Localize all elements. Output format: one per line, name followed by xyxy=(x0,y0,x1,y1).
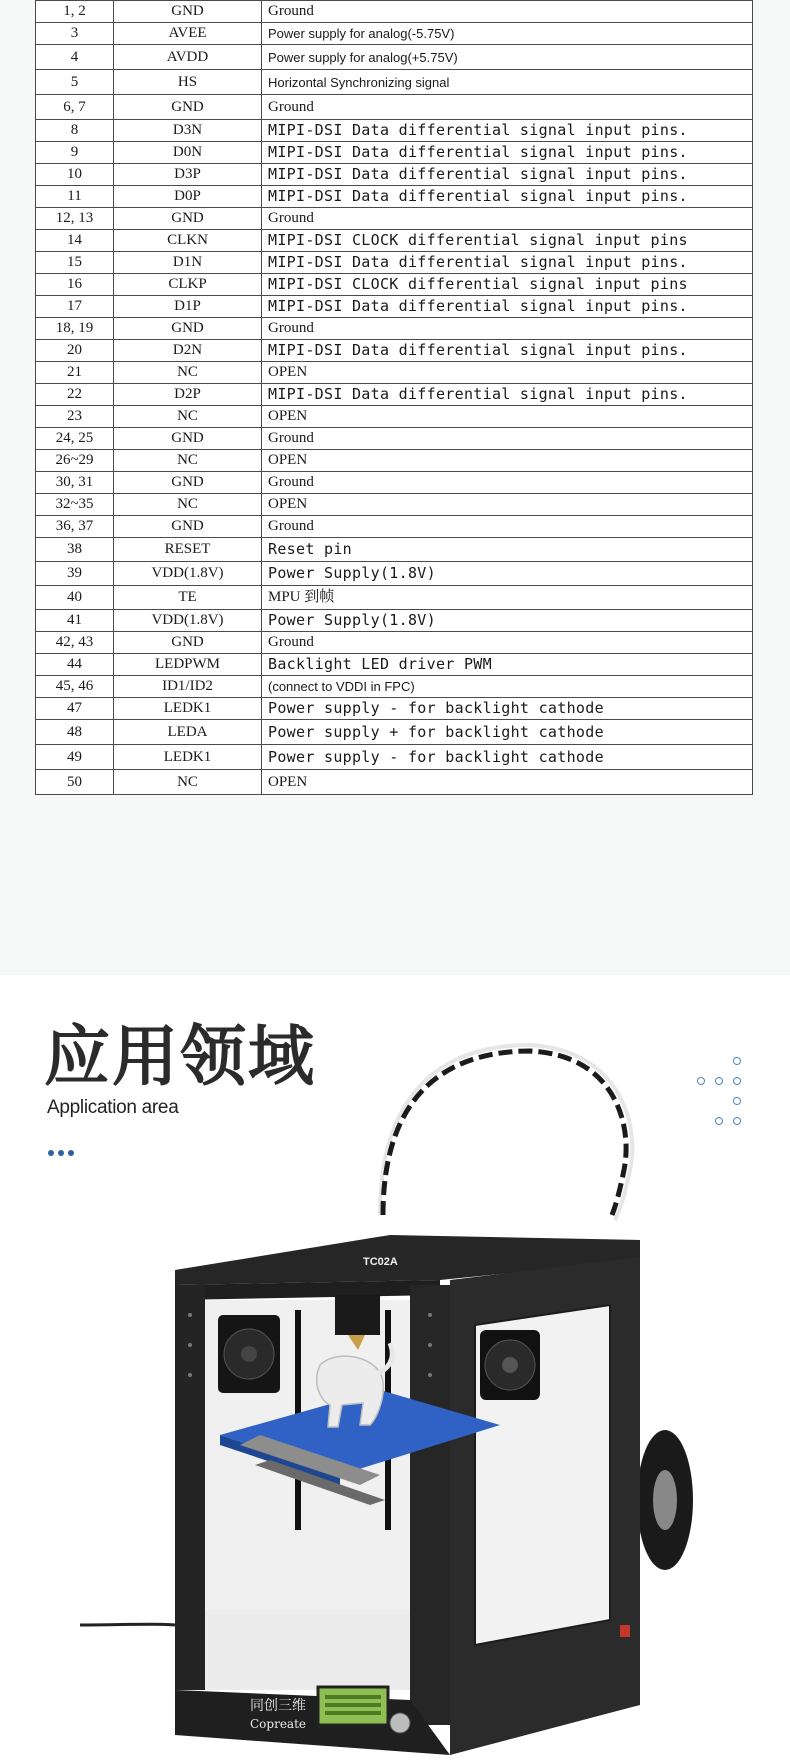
pin-function-cell: MIPI-DSI CLOCK differential signal input pins xyxy=(262,274,753,296)
pin-function-cell: Ground xyxy=(262,632,753,654)
table-row xyxy=(36,164,753,186)
pin-function-cell: MIPI-DSI Data differential signal input pins. xyxy=(262,164,753,186)
table-row xyxy=(36,538,753,562)
pin-symbol-cell: D2P xyxy=(114,384,262,406)
pin-number-cell: 5 xyxy=(36,70,114,95)
table-row xyxy=(36,770,753,795)
pin-number-cell: 30, 31 xyxy=(36,472,114,494)
table-row xyxy=(36,95,753,120)
ring-icon xyxy=(733,1117,741,1125)
printer-brand-cn: 同创三维 xyxy=(250,1698,306,1714)
pin-number-cell: 9 xyxy=(36,142,114,164)
pin-number-cell: 1, 2 xyxy=(36,1,114,23)
application-subtitle: Application area xyxy=(47,1097,179,1118)
printer-model-label: TC02A xyxy=(363,1256,398,1268)
pin-symbol-cell: LEDPWM xyxy=(114,654,262,676)
pin-function-cell: Ground xyxy=(262,1,753,23)
pin-number-cell: 49 xyxy=(36,745,114,770)
pin-number-cell: 36, 37 xyxy=(36,516,114,538)
dot-icon xyxy=(68,1150,74,1156)
pin-symbol-cell: D3P xyxy=(114,164,262,186)
pin-number-cell: 15 xyxy=(36,252,114,274)
pin-number-cell: 47 xyxy=(36,698,114,720)
pin-symbol-cell: GND xyxy=(114,208,262,230)
table-row xyxy=(36,720,753,745)
table-row xyxy=(36,296,753,318)
application-area-section xyxy=(0,975,790,1760)
table-row xyxy=(36,384,753,406)
pin-function-cell: Horizontal Synchronizing signal xyxy=(262,70,753,95)
pin-number-cell: 17 xyxy=(36,296,114,318)
pin-number-cell: 23 xyxy=(36,406,114,428)
table-row xyxy=(36,23,753,45)
pin-number-cell: 22 xyxy=(36,384,114,406)
pin-function-cell: Ground xyxy=(262,208,753,230)
pin-number-cell: 10 xyxy=(36,164,114,186)
pin-symbol-cell: GND xyxy=(114,1,262,23)
pin-symbol-cell: D0P xyxy=(114,186,262,208)
pin-function-cell: Power supply + for backlight cathode xyxy=(262,720,753,745)
pin-function-cell: Power supply for analog(-5.75V) xyxy=(262,23,753,45)
pin-number-cell: 4 xyxy=(36,45,114,70)
table-row xyxy=(36,428,753,450)
pin-symbol-cell: GND xyxy=(114,95,262,120)
pin-function-cell: Ground xyxy=(262,428,753,450)
table-row xyxy=(36,676,753,698)
pin-symbol-cell: HS xyxy=(114,70,262,95)
pin-symbol-cell: VDD(1.8V) xyxy=(114,610,262,632)
pin-function-cell: Power supply - for backlight cathode xyxy=(262,745,753,770)
table-row xyxy=(36,340,753,362)
pin-symbol-cell: CLKP xyxy=(114,274,262,296)
pin-symbol-cell: CLKN xyxy=(114,230,262,252)
pin-number-cell: 38 xyxy=(36,538,114,562)
pin-number-cell: 18, 19 xyxy=(36,318,114,340)
ring-icon xyxy=(733,1057,741,1065)
table-row xyxy=(36,230,753,252)
pin-function-cell: Ground xyxy=(262,95,753,120)
dot-icon xyxy=(58,1150,64,1156)
pin-symbol-cell: LEDK1 xyxy=(114,698,262,720)
pin-function-cell: OPEN xyxy=(262,450,753,472)
pin-number-cell: 48 xyxy=(36,720,114,745)
pin-symbol-cell: GND xyxy=(114,428,262,450)
pin-function-cell: MIPI-DSI Data differential signal input pins. xyxy=(262,384,753,406)
pin-number-cell: 40 xyxy=(36,586,114,610)
pin-number-cell: 14 xyxy=(36,230,114,252)
table-row xyxy=(36,450,753,472)
table-row xyxy=(36,70,753,95)
pin-function-cell: OPEN xyxy=(262,362,753,384)
ring-icon xyxy=(733,1077,741,1085)
pin-symbol-cell: D1N xyxy=(114,252,262,274)
table-row xyxy=(36,274,753,296)
pin-function-cell: Power supply for analog(+5.75V) xyxy=(262,45,753,70)
pin-function-cell: (connect to VDDI in FPC) xyxy=(262,676,753,698)
pin-number-cell: 21 xyxy=(36,362,114,384)
3d-printer-image xyxy=(80,995,720,1755)
pin-function-cell: MIPI-DSI CLOCK differential signal input pins xyxy=(262,230,753,252)
pin-function-cell: Reset pin xyxy=(262,538,753,562)
pin-function-cell: MIPI-DSI Data differential signal input pins. xyxy=(262,186,753,208)
table-row xyxy=(36,406,753,428)
pin-function-cell: MIPI-DSI Data differential signal input pins. xyxy=(262,296,753,318)
table-row xyxy=(36,142,753,164)
pin-symbol-cell: NC xyxy=(114,770,262,795)
pin-number-cell: 11 xyxy=(36,186,114,208)
pin-number-cell: 41 xyxy=(36,610,114,632)
pin-number-cell: 6, 7 xyxy=(36,95,114,120)
pin-function-cell: Ground xyxy=(262,516,753,538)
pin-symbol-cell: D0N xyxy=(114,142,262,164)
pin-symbol-cell: D3N xyxy=(114,120,262,142)
table-row xyxy=(36,586,753,610)
pin-symbol-cell: D1P xyxy=(114,296,262,318)
pin-symbol-cell: NC xyxy=(114,362,262,384)
table-row xyxy=(36,120,753,142)
pin-symbol-cell: GND xyxy=(114,632,262,654)
pin-symbol-cell: LEDK1 xyxy=(114,745,262,770)
pin-number-cell: 3 xyxy=(36,23,114,45)
table-row xyxy=(36,362,753,384)
pin-number-cell: 8 xyxy=(36,120,114,142)
pin-function-cell: Power Supply(1.8V) xyxy=(262,610,753,632)
table-row xyxy=(36,610,753,632)
pin-number-cell: 16 xyxy=(36,274,114,296)
table-row xyxy=(36,494,753,516)
pin-symbol-cell: VDD(1.8V) xyxy=(114,562,262,586)
application-title: 应用领域 xyxy=(44,1018,316,1095)
pin-number-cell: 12, 13 xyxy=(36,208,114,230)
pin-symbol-cell: NC xyxy=(114,406,262,428)
pin-number-cell: 20 xyxy=(36,340,114,362)
pin-number-cell: 42, 43 xyxy=(36,632,114,654)
table-row xyxy=(36,698,753,720)
table-row xyxy=(36,562,753,586)
table-row xyxy=(36,318,753,340)
pin-symbol-cell: NC xyxy=(114,450,262,472)
pin-function-cell: Backlight LED driver PWM xyxy=(262,654,753,676)
pin-function-cell: OPEN xyxy=(262,406,753,428)
pin-number-cell: 44 xyxy=(36,654,114,676)
dot-icon xyxy=(48,1150,54,1156)
pin-function-cell: Power Supply(1.8V) xyxy=(262,562,753,586)
pin-symbol-cell: TE xyxy=(114,586,262,610)
pin-symbol-cell: ID1/ID2 xyxy=(114,676,262,698)
pin-number-cell: 50 xyxy=(36,770,114,795)
pin-symbol-cell: LEDA xyxy=(114,720,262,745)
pin-symbol-cell: AVDD xyxy=(114,45,262,70)
printer-brand-en: Copreate xyxy=(250,1717,307,1731)
table-row xyxy=(36,516,753,538)
pin-symbol-cell: GND xyxy=(114,472,262,494)
pin-number-cell: 32~35 xyxy=(36,494,114,516)
table-row xyxy=(36,208,753,230)
pin-symbol-cell: GND xyxy=(114,516,262,538)
pin-symbol-cell: GND xyxy=(114,318,262,340)
pin-number-cell: 45, 46 xyxy=(36,676,114,698)
pin-symbol-cell: RESET xyxy=(114,538,262,562)
pin-function-cell: Ground xyxy=(262,472,753,494)
table-row xyxy=(36,1,753,23)
table-row xyxy=(36,252,753,274)
table-row xyxy=(36,186,753,208)
table-row xyxy=(36,745,753,770)
pin-function-cell: MIPI-DSI Data differential signal input pins. xyxy=(262,142,753,164)
pin-definition-table xyxy=(35,0,753,795)
ring-icon xyxy=(733,1097,741,1105)
pin-function-cell: MIPI-DSI Data differential signal input pins. xyxy=(262,120,753,142)
pin-function-cell: MIPI-DSI Data differential signal input pins. xyxy=(262,340,753,362)
pin-function-cell: MIPI-DSI Data differential signal input pins. xyxy=(262,252,753,274)
table-row xyxy=(36,632,753,654)
pin-function-cell: MPU 到帧 xyxy=(262,586,753,610)
pin-number-cell: 26~29 xyxy=(36,450,114,472)
pin-symbol-cell: D2N xyxy=(114,340,262,362)
pin-function-cell: OPEN xyxy=(262,770,753,795)
pin-function-cell: Power supply - for backlight cathode xyxy=(262,698,753,720)
table-row xyxy=(36,472,753,494)
pin-function-cell: OPEN xyxy=(262,494,753,516)
table-row xyxy=(36,654,753,676)
pin-number-cell: 24, 25 xyxy=(36,428,114,450)
table-row xyxy=(36,45,753,70)
pin-function-cell: Ground xyxy=(262,318,753,340)
pin-symbol-cell: AVEE xyxy=(114,23,262,45)
pin-number-cell: 39 xyxy=(36,562,114,586)
pin-symbol-cell: NC xyxy=(114,494,262,516)
